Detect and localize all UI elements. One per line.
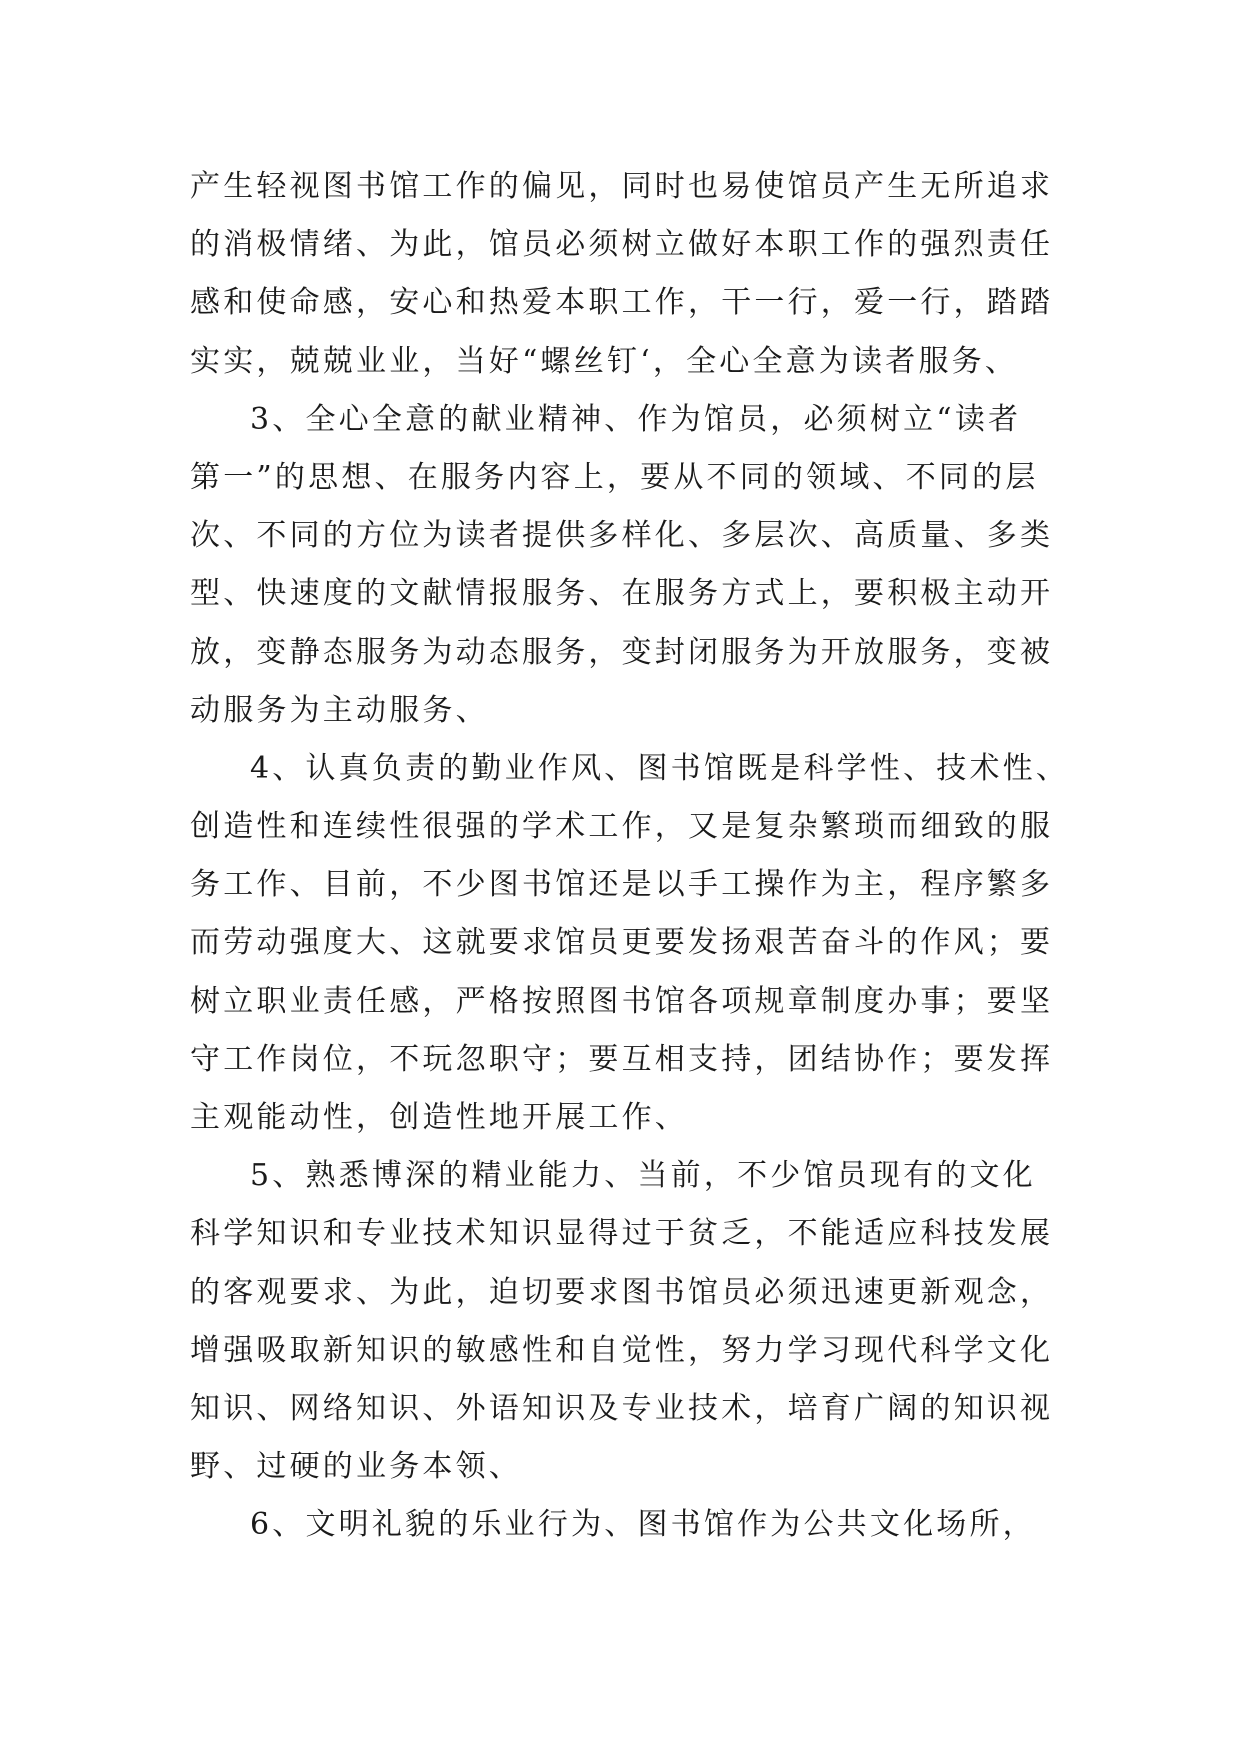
text-line: 放，变静态服务为动态服务，变封闭服务为开放服务，变被	[190, 634, 1054, 670]
text-line: 增强吸取新知识的敏感性和自觉性，努力学习现代科学文化	[190, 1332, 1054, 1368]
body-text	[190, 158, 1070, 1555]
text-line: 务工作、目前，不少图书馆还是以手工操作为主，程序繁多	[190, 867, 1054, 903]
text-line: 产生轻视图书馆工作的偏见，同时也易使馆员产生无所追求	[190, 169, 1054, 204]
paragraph-start-3: 3、全心全意的献业精神、作为馆员，必须树立“读者	[250, 401, 1022, 437]
text-line: 知识、网络知识、外语知识及专业技术，培育广阔的知识视	[190, 1390, 1054, 1426]
text-line: 野、过硬的业务本领、	[190, 1449, 522, 1485]
text-line: 守工作岗位，不玩忽职守；要互相支持，团结协作；要发挥	[190, 1041, 1054, 1077]
text-line: 感和使命感，安心和热爱本职工作，干一行，爱一行，踏踏	[190, 285, 1054, 321]
text-line: 实实，兢兢业业，当好“螺丝钉‘，全心全意为读者服务、	[190, 343, 1019, 379]
text-line: 的客观要求、为此，迫切要求图书馆员必须迅速更新观念，	[190, 1274, 1054, 1310]
text-line: 科学知识和专业技术知识显得过于贫乏，不能适应科技发展	[190, 1216, 1054, 1252]
paragraph-start-6: 6、文明礼貌的乐业行为、图书馆作为公共文化场所，	[250, 1507, 1036, 1543]
text-line: 主观能动性，创造性地开展工作、	[190, 1100, 688, 1135]
text-line: 次、不同的方位为读者提供多样化、多层次、高质量、多类	[190, 518, 1054, 554]
text-line: 型、快速度的文献情报服务、在服务方式上，要积极主动开	[190, 576, 1054, 612]
text-line: 动服务为主动服务、	[190, 692, 489, 728]
text-line: 而劳动强度大、这就要求馆员更要发扬艰苦奋斗的作风；要	[190, 925, 1054, 961]
paragraph-start-5: 5、熟悉博深的精业能力、当前，不少馆员现有的文化	[250, 1158, 1036, 1194]
text-line: 树立职业责任感，严格按照图书馆各项规章制度办事；要坚	[190, 983, 1054, 1019]
text-line: 的消极情绪、为此，馆员必须树立做好本职工作的强烈责任	[190, 227, 1054, 263]
text-line: 第一”的思想、在服务内容上，要从不同的领域、不同的层	[190, 459, 1039, 495]
paragraph-start-4: 4、认真负责的勤业作风、图书馆既是科学性、技术性、	[250, 750, 1070, 786]
text-line: 创造性和连续性很强的学术工作，又是复杂繁琐而细致的服	[190, 809, 1054, 845]
